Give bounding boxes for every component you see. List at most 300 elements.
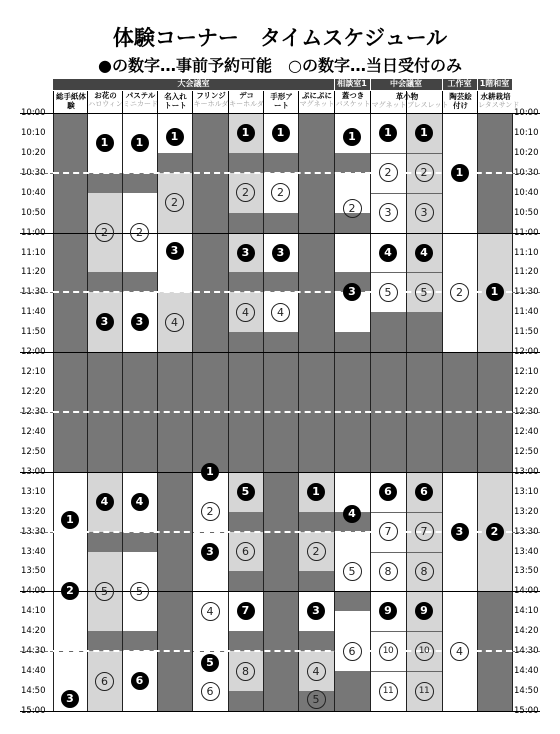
time-label-left: 12:30 bbox=[21, 407, 46, 417]
schedule-slot[interactable] bbox=[448, 161, 472, 185]
schedule-slot[interactable] bbox=[340, 280, 364, 304]
slot-cell bbox=[88, 272, 122, 292]
schedule-slot[interactable] bbox=[412, 559, 436, 583]
time-label-left: 11:30 bbox=[21, 287, 46, 298]
slot-cell bbox=[88, 631, 122, 651]
reservable-slot-number: 9 bbox=[415, 602, 433, 620]
time-label-right: 12:10 bbox=[514, 367, 539, 378]
slot-cell bbox=[264, 213, 298, 233]
reservable-slot-number: 5 bbox=[237, 483, 255, 501]
schedule-slot[interactable] bbox=[128, 579, 152, 603]
time-label-right: 10:00 bbox=[514, 108, 539, 118]
walk-in-slot-number: 2 bbox=[130, 223, 149, 242]
schedule-slot[interactable] bbox=[198, 540, 222, 564]
column-header bbox=[298, 91, 335, 113]
column-header-sub: レタスサンド bbox=[478, 101, 520, 109]
hour-line bbox=[20, 472, 540, 473]
time-label-left: 14:50 bbox=[21, 686, 46, 697]
schedule-slot[interactable] bbox=[234, 181, 258, 205]
reservable-slot-number: 1 bbox=[307, 483, 325, 501]
slot-cell bbox=[229, 631, 263, 651]
column-header-name: 陶芸絵付け bbox=[449, 92, 472, 110]
room-divider bbox=[477, 79, 478, 90]
schedule-slot[interactable] bbox=[340, 639, 364, 663]
walk-in-slot-number: 7 bbox=[415, 522, 434, 541]
reservable-slot-number: 3 bbox=[131, 313, 149, 331]
time-label-right: 14:30 bbox=[514, 646, 539, 657]
reservable-slot-number: 3 bbox=[237, 244, 255, 262]
slot-cell bbox=[229, 512, 263, 532]
schedule-slot[interactable] bbox=[448, 520, 472, 544]
time-label-left: 11:50 bbox=[21, 327, 46, 338]
walk-in-slot-number: 6 bbox=[343, 642, 362, 661]
reservable-slot-number: 4 bbox=[96, 493, 114, 511]
schedule-slot[interactable] bbox=[483, 280, 507, 304]
walk-in-slot-number: 3 bbox=[379, 203, 398, 222]
reservable-slot-number: 2 bbox=[486, 523, 504, 541]
walk-in-slot-number: 2 bbox=[450, 283, 469, 302]
time-label-right: 10:50 bbox=[514, 207, 539, 218]
schedule-slot[interactable] bbox=[304, 687, 328, 711]
half-hour-line bbox=[53, 650, 512, 652]
time-label-left: 13:30 bbox=[21, 526, 46, 537]
time-label-left: 10:00 bbox=[21, 108, 46, 118]
walk-in-slot-number: 10 bbox=[415, 642, 434, 661]
column-header-name: フリンジ bbox=[196, 91, 226, 100]
schedule-slot[interactable] bbox=[448, 639, 472, 663]
time-label-left: 14:40 bbox=[21, 666, 46, 677]
time-label-right: 13:20 bbox=[514, 506, 539, 517]
time-label-left: 10:40 bbox=[21, 187, 46, 198]
schedule-slot[interactable] bbox=[483, 520, 507, 544]
schedule-slot[interactable] bbox=[234, 241, 258, 265]
room-header: 相談室1 bbox=[337, 79, 367, 88]
schedule-slot[interactable] bbox=[376, 520, 400, 544]
slot-cell bbox=[335, 591, 370, 611]
slot-cell bbox=[158, 153, 192, 173]
slot-cell bbox=[299, 512, 334, 532]
time-label-left: 11:40 bbox=[21, 307, 46, 318]
time-label-right: 13:30 bbox=[514, 526, 539, 537]
schedule-slot[interactable] bbox=[234, 480, 258, 504]
slot-separator bbox=[406, 193, 442, 194]
schedule-slot[interactable] bbox=[93, 131, 117, 155]
hour-line bbox=[20, 352, 540, 353]
slot-cell bbox=[264, 272, 298, 292]
time-label-left: 10:10 bbox=[21, 127, 46, 138]
walk-in-slot-number: 5 bbox=[307, 690, 326, 709]
schedule-slot[interactable] bbox=[93, 669, 117, 693]
schedule-slot[interactable] bbox=[128, 310, 152, 334]
reservable-slot-number: 3 bbox=[166, 242, 184, 260]
column-header bbox=[442, 91, 478, 113]
slot-cell bbox=[229, 153, 263, 173]
schedule-slot[interactable] bbox=[198, 679, 222, 703]
slot-cell bbox=[88, 173, 122, 193]
page-title: 体験コーナー タイムスケジュール bbox=[112, 26, 448, 50]
schedule-slot[interactable] bbox=[376, 599, 400, 623]
schedule-slot[interactable] bbox=[269, 121, 293, 145]
reservable-slot-number: 1 bbox=[451, 164, 469, 182]
slot-cell bbox=[123, 272, 157, 292]
page-subtitle: ●の数字…事前予約可能 ○の数字…当日受付のみ bbox=[98, 56, 462, 75]
schedule-slot[interactable] bbox=[412, 679, 436, 703]
walk-in-slot-number: 5 bbox=[415, 283, 434, 302]
schedule-slot[interactable] bbox=[304, 659, 328, 683]
schedule-slot[interactable] bbox=[128, 131, 152, 155]
schedule-slot[interactable] bbox=[376, 559, 400, 583]
reservable-slot-number: 3 bbox=[272, 244, 290, 262]
reservable-slot-number: 1 bbox=[272, 124, 290, 142]
reservable-slot-number: 7 bbox=[237, 602, 255, 620]
schedule-slot[interactable] bbox=[448, 280, 472, 304]
time-label-right: 12:50 bbox=[514, 446, 539, 457]
schedule-slot[interactable] bbox=[234, 599, 258, 623]
walk-in-slot-number: 11 bbox=[415, 682, 434, 701]
column-header bbox=[53, 91, 88, 113]
schedule-slot[interactable] bbox=[412, 639, 436, 663]
column-header-name: 手形アート bbox=[270, 92, 293, 110]
room-divider bbox=[370, 79, 371, 90]
walk-in-slot-number: 11 bbox=[379, 682, 398, 701]
time-label-right: 11:20 bbox=[514, 267, 539, 278]
reservable-slot-number: 9 bbox=[379, 602, 397, 620]
slot-separator bbox=[370, 512, 406, 513]
time-label-left: 11:20 bbox=[21, 267, 46, 278]
walk-in-slot-number: 4 bbox=[307, 662, 326, 681]
time-label-right: 10:10 bbox=[514, 127, 539, 138]
schedule-slot[interactable] bbox=[376, 639, 400, 663]
schedule-slot[interactable] bbox=[163, 191, 187, 215]
room-header: 大会議室 bbox=[177, 79, 210, 88]
slot-cell bbox=[264, 332, 298, 352]
column-header bbox=[263, 91, 299, 113]
slot-separator bbox=[406, 272, 442, 273]
time-label-left: 12:40 bbox=[21, 426, 46, 437]
column-header-sub: バスケット bbox=[335, 100, 371, 108]
schedule-slot[interactable] bbox=[198, 500, 222, 524]
time-label-left: 14:10 bbox=[21, 606, 46, 617]
slot-cell bbox=[335, 233, 370, 273]
schedule-slot[interactable] bbox=[376, 280, 400, 304]
walk-in-slot-number: 6 bbox=[236, 542, 255, 561]
slot-separator bbox=[370, 193, 406, 194]
slot-cell bbox=[229, 691, 263, 711]
schedule-slot[interactable] bbox=[340, 125, 364, 149]
reservable-slot-number: 3 bbox=[307, 602, 325, 620]
column-header bbox=[87, 91, 123, 113]
column-header-name: パステル bbox=[125, 91, 156, 100]
schedule-slot[interactable] bbox=[234, 300, 258, 324]
schedule-slot[interactable] bbox=[412, 599, 436, 623]
walk-in-slot-number: 2 bbox=[201, 502, 220, 521]
column-header bbox=[370, 91, 419, 113]
walk-in-slot-number: 10 bbox=[379, 642, 398, 661]
reservable-slot-number: 1 bbox=[61, 511, 79, 529]
schedule-slot[interactable] bbox=[128, 490, 152, 514]
walk-in-slot-number: 2 bbox=[271, 183, 290, 202]
schedule-slot[interactable] bbox=[412, 480, 436, 504]
slot-separator bbox=[370, 671, 406, 672]
time-label-right: 14:10 bbox=[514, 606, 539, 617]
schedule-slot[interactable] bbox=[412, 520, 436, 544]
reservable-slot-number: 5 bbox=[201, 654, 219, 672]
time-label-left: 13:00 bbox=[21, 466, 46, 477]
reservable-slot-number: 1 bbox=[237, 124, 255, 142]
walk-in-slot-number: 2 bbox=[236, 183, 255, 202]
walk-in-slot-number: 4 bbox=[165, 313, 184, 332]
column-header-name: デコ bbox=[239, 91, 254, 100]
schedule-slot[interactable] bbox=[376, 121, 400, 145]
reservable-slot-number: 1 bbox=[166, 128, 184, 146]
schedule-slot[interactable] bbox=[376, 241, 400, 265]
slot-cell bbox=[229, 213, 263, 233]
column-header bbox=[192, 91, 229, 113]
reservable-slot-number: 4 bbox=[131, 493, 149, 511]
column-header bbox=[157, 91, 193, 113]
walk-in-slot-number: 5 bbox=[343, 562, 362, 581]
time-label-right: 13:40 bbox=[514, 546, 539, 557]
slot-cell bbox=[335, 691, 370, 711]
time-label-left: 13:10 bbox=[21, 486, 46, 497]
schedule-slot[interactable] bbox=[304, 599, 328, 623]
schedule-slot[interactable] bbox=[198, 460, 222, 484]
schedule-slot[interactable] bbox=[412, 241, 436, 265]
time-label-right: 13:50 bbox=[514, 566, 539, 577]
slot-cell bbox=[407, 312, 442, 352]
time-label-left: 11:10 bbox=[21, 247, 46, 258]
slot-cell bbox=[123, 173, 157, 193]
room-header: 工作室 bbox=[447, 79, 472, 88]
time-label-right: 10:20 bbox=[514, 147, 539, 158]
walk-in-slot-number: 6 bbox=[201, 682, 220, 701]
reservable-slot-number: 1 bbox=[486, 283, 504, 301]
hour-line bbox=[20, 113, 540, 114]
schedule-slot[interactable] bbox=[58, 508, 82, 532]
time-label-right: 12:20 bbox=[514, 387, 539, 398]
reservable-slot-number: 2 bbox=[61, 582, 79, 600]
time-label-right: 14:40 bbox=[514, 666, 539, 677]
time-label-right: 13:10 bbox=[514, 486, 539, 497]
schedule-slot[interactable] bbox=[412, 161, 436, 185]
schedule-slot[interactable] bbox=[198, 599, 222, 623]
time-label-left: 10:30 bbox=[21, 167, 46, 178]
walk-in-slot-number: 4 bbox=[450, 642, 469, 661]
time-label-left: 13:40 bbox=[21, 546, 46, 557]
column-header-name: 名入れトート bbox=[164, 92, 187, 110]
time-label-left: 12:00 bbox=[21, 347, 46, 358]
column-header-sub: マグネット bbox=[371, 101, 407, 109]
schedule-slot[interactable] bbox=[163, 239, 187, 263]
reservable-slot-number: 1 bbox=[131, 134, 149, 152]
slot-cell bbox=[264, 153, 298, 173]
schedule-slot[interactable] bbox=[93, 490, 117, 514]
time-label-right: 11:00 bbox=[514, 227, 539, 238]
schedule-slot[interactable] bbox=[376, 480, 400, 504]
slot-cell bbox=[371, 312, 406, 352]
time-label-right: 14:20 bbox=[514, 626, 539, 637]
reservable-slot-number: 6 bbox=[415, 483, 433, 501]
slot-cell bbox=[299, 571, 334, 591]
column-header-name: 革小物 bbox=[395, 92, 419, 101]
reservable-slot-number: 3 bbox=[451, 523, 469, 541]
slot-separator bbox=[406, 552, 442, 553]
schedule-slot[interactable] bbox=[412, 121, 436, 145]
schedule-slot[interactable] bbox=[93, 221, 117, 245]
reservable-slot-number: 4 bbox=[343, 505, 361, 523]
slot-cell bbox=[123, 532, 157, 552]
reservable-slot-number: 6 bbox=[131, 672, 149, 690]
time-label-left: 11:00 bbox=[21, 227, 46, 238]
reservable-slot-number: 4 bbox=[379, 244, 397, 262]
schedule-slot[interactable] bbox=[412, 280, 436, 304]
walk-in-slot-number: 4 bbox=[236, 303, 255, 322]
walk-in-slot-number: 8 bbox=[236, 662, 255, 681]
reservable-slot-number: 3 bbox=[61, 690, 79, 708]
schedule-slot[interactable] bbox=[58, 687, 82, 711]
time-label-right: 11:40 bbox=[514, 307, 539, 318]
column-header bbox=[406, 91, 449, 113]
time-label-right: 14:00 bbox=[514, 586, 539, 597]
slot-separator bbox=[370, 153, 406, 154]
time-label-right: 12:00 bbox=[514, 347, 539, 358]
schedule-slot[interactable] bbox=[340, 502, 364, 526]
reservable-slot-number: 1 bbox=[343, 128, 361, 146]
column-header-name: お花の bbox=[94, 91, 117, 100]
schedule-slot[interactable] bbox=[198, 651, 222, 675]
reservable-slot-number: 6 bbox=[379, 483, 397, 501]
time-label-right: 14:50 bbox=[514, 686, 539, 697]
column-header-name: ぷにぷに bbox=[302, 91, 332, 100]
walk-in-slot-number: 3 bbox=[415, 203, 434, 222]
slot-cell bbox=[229, 272, 263, 292]
walk-in-slot-number: 2 bbox=[307, 542, 326, 561]
time-label-right: 12:30 bbox=[514, 407, 539, 417]
half-hour-line bbox=[53, 291, 512, 293]
room-header: 中会議室 bbox=[390, 79, 422, 88]
walk-in-slot-number: 4 bbox=[201, 602, 220, 621]
column-header-name: 総手紙体験 bbox=[56, 92, 86, 110]
slot-cell bbox=[335, 332, 370, 352]
schedule-slot[interactable] bbox=[58, 579, 82, 603]
schedule-slot[interactable] bbox=[304, 540, 328, 564]
column-header-name: 水耕栽培 bbox=[480, 92, 511, 101]
schedule-slot[interactable] bbox=[304, 480, 328, 504]
slot-cell bbox=[229, 332, 263, 352]
room-divider bbox=[442, 79, 443, 90]
column-header-sub: ブレスレット bbox=[407, 101, 449, 109]
half-hour-line bbox=[53, 531, 512, 533]
walk-in-slot-number: 8 bbox=[415, 562, 434, 581]
schedule-slot[interactable] bbox=[93, 579, 117, 603]
time-label-left: 14:00 bbox=[21, 586, 46, 597]
schedule-slot[interactable] bbox=[412, 201, 436, 225]
time-label-right: 13:00 bbox=[514, 466, 539, 477]
time-label-left: 10:20 bbox=[21, 147, 46, 158]
schedule-slot[interactable] bbox=[234, 659, 258, 683]
time-label-right: 12:40 bbox=[514, 426, 539, 437]
walk-in-slot-number: 5 bbox=[95, 582, 114, 601]
walk-in-slot-number: 2 bbox=[95, 223, 114, 242]
column-header bbox=[477, 91, 520, 113]
time-label-left: 10:50 bbox=[21, 207, 46, 218]
reservable-slot-number: 3 bbox=[96, 313, 114, 331]
walk-in-slot-number: 8 bbox=[379, 562, 398, 581]
schedule-slot[interactable] bbox=[128, 221, 152, 245]
time-label-left: 15:00 bbox=[21, 706, 46, 716]
walk-in-slot-number: 7 bbox=[379, 522, 398, 541]
schedule-slot[interactable] bbox=[93, 310, 117, 334]
time-label-left: 13:20 bbox=[21, 506, 46, 517]
time-label-left: 14:30 bbox=[21, 646, 46, 657]
schedule-slot[interactable] bbox=[376, 201, 400, 225]
column-header bbox=[122, 91, 158, 113]
walk-in-slot-number: 2 bbox=[415, 163, 434, 182]
room-header: 1階和室 bbox=[479, 79, 510, 88]
time-label-right: 10:40 bbox=[514, 187, 539, 198]
slot-separator bbox=[406, 631, 442, 632]
time-label-right: 11:30 bbox=[514, 287, 539, 298]
walk-in-slot-number: 5 bbox=[379, 283, 398, 302]
slot-separator bbox=[370, 631, 406, 632]
slot-separator bbox=[406, 153, 442, 154]
half-hour-line bbox=[53, 411, 512, 413]
reservable-slot-number: 3 bbox=[201, 543, 219, 561]
reservable-slot-number: 1 bbox=[96, 134, 114, 152]
time-label-left: 12:50 bbox=[21, 446, 46, 457]
time-label-right: 11:50 bbox=[514, 327, 539, 338]
time-label-left: 13:50 bbox=[21, 566, 46, 577]
schedule-slot[interactable] bbox=[340, 197, 364, 221]
reservable-slot-number: 1 bbox=[379, 124, 397, 142]
schedule-slot[interactable] bbox=[234, 540, 258, 564]
walk-in-slot-number: 2 bbox=[343, 199, 362, 218]
slot-cell bbox=[299, 631, 334, 651]
walk-in-slot-number: 2 bbox=[165, 193, 184, 212]
schedule-slot[interactable] bbox=[269, 300, 293, 324]
schedule-slot[interactable] bbox=[376, 679, 400, 703]
half-hour-line bbox=[53, 172, 512, 174]
walk-in-slot-number: 2 bbox=[379, 163, 398, 182]
hour-line bbox=[20, 711, 540, 712]
schedule-slot[interactable] bbox=[340, 559, 364, 583]
time-label-right: 15:00 bbox=[514, 706, 539, 716]
time-label-right: 11:10 bbox=[514, 247, 539, 258]
column-header-sub: キーホルダ bbox=[229, 100, 264, 108]
schedule-slot[interactable] bbox=[163, 125, 187, 149]
time-label-left: 12:10 bbox=[21, 367, 46, 378]
schedule-slot[interactable] bbox=[234, 121, 258, 145]
walk-in-slot-number: 6 bbox=[95, 672, 114, 691]
slot-separator bbox=[370, 272, 406, 273]
schedule-slot[interactable] bbox=[269, 181, 293, 205]
schedule-slot[interactable] bbox=[128, 669, 152, 693]
schedule-slot[interactable] bbox=[269, 241, 293, 265]
schedule-slot[interactable] bbox=[163, 310, 187, 334]
column-header-name: 蓋つき bbox=[341, 91, 365, 100]
column-header-sub: マグネット bbox=[299, 100, 335, 108]
walk-in-slot-number: 4 bbox=[271, 303, 290, 322]
reservable-slot-number: 3 bbox=[343, 283, 361, 301]
slot-cell bbox=[88, 532, 122, 552]
walk-in-slot-number: 5 bbox=[130, 582, 149, 601]
room-divider bbox=[334, 79, 335, 90]
reservable-slot-number: 1 bbox=[415, 124, 433, 142]
time-label-left: 12:20 bbox=[21, 387, 46, 398]
schedule-slot[interactable] bbox=[376, 161, 400, 185]
slot-separator bbox=[370, 552, 406, 553]
slot-separator bbox=[406, 512, 442, 513]
